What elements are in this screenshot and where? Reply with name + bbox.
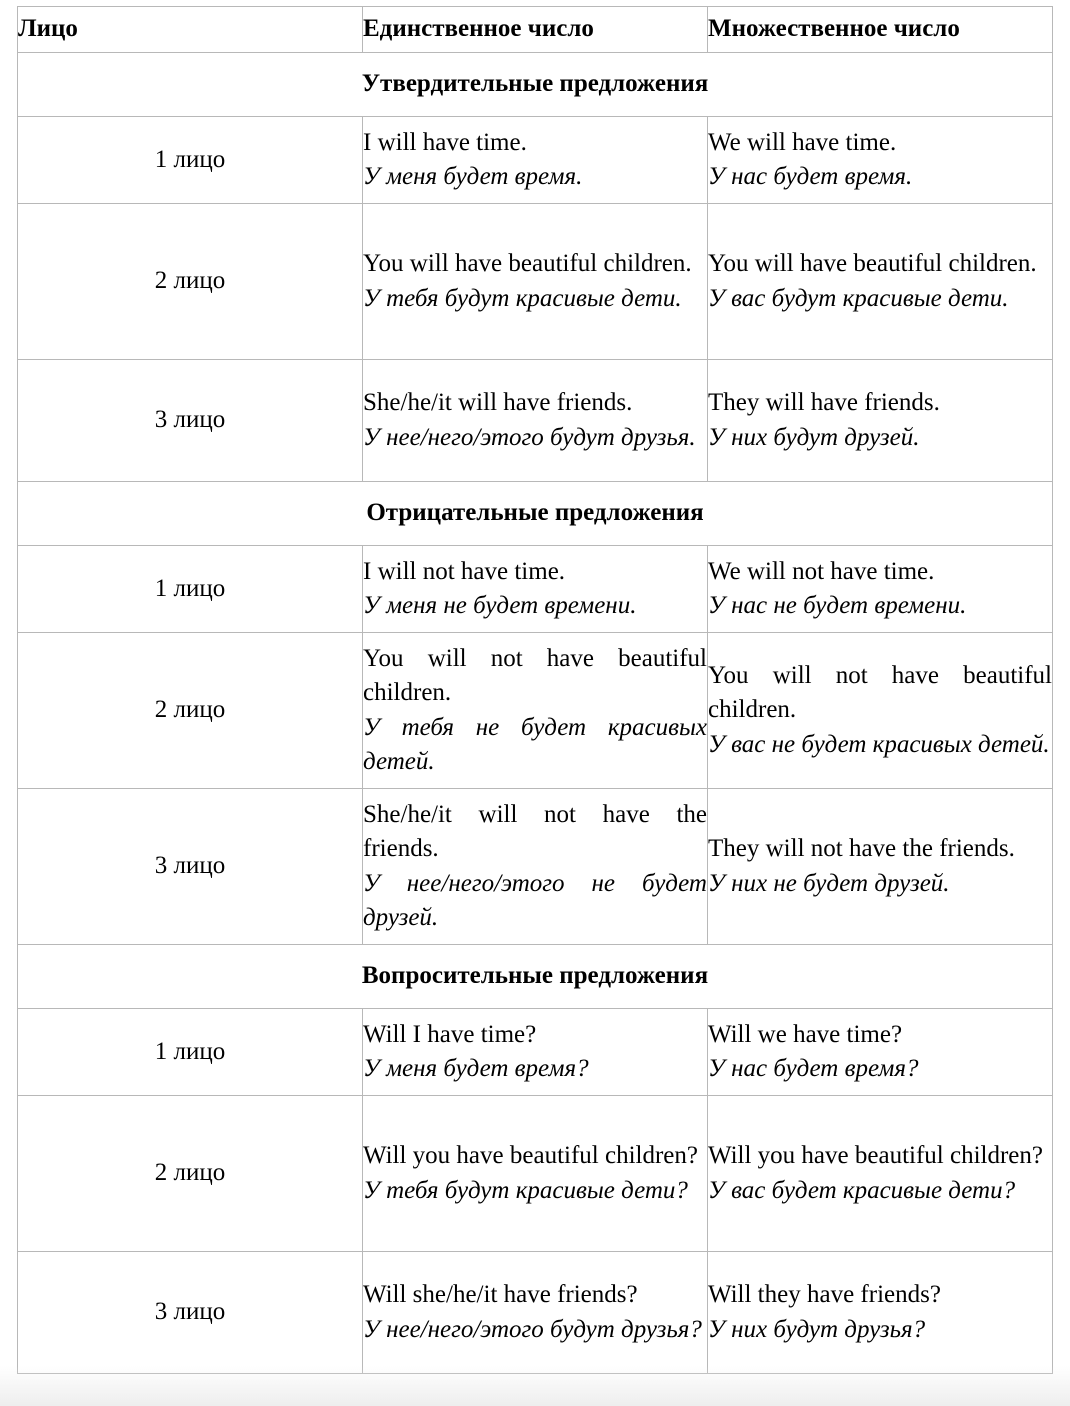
english-sentence: She/he/it will not have the friends.: [363, 800, 707, 862]
english-sentence: She/he/it will have friends.: [363, 389, 633, 416]
english-sentence: You will have beautiful children.: [708, 250, 1037, 277]
english-sentence: Will you have beautiful children?: [708, 1142, 1043, 1169]
russian-translation: У нас не будет времени.: [708, 592, 967, 619]
person-cell: 3 лицо: [18, 789, 363, 945]
plural-cell: [708, 633, 1053, 789]
russian-translation: У них будут друзья?: [708, 1315, 926, 1343]
russian-translation: У меня будет время?: [363, 1055, 589, 1082]
russian-translation: У нас будет время?: [708, 1055, 919, 1082]
plural-cell: [708, 1252, 1053, 1374]
russian-translation: У вас будет красивые дети?: [708, 1176, 1016, 1204]
english-sentence: We will not have time.: [708, 557, 935, 585]
singular-cell: [363, 1252, 708, 1374]
english-sentence: Will I have time?: [363, 1020, 537, 1048]
person-cell: 2 лицо: [18, 1096, 363, 1252]
person-cell: 3 лицо: [18, 1252, 363, 1374]
section-title-negative: Отрицательные предложения: [18, 482, 1053, 546]
section-row-interrogative: [18, 945, 1053, 1009]
english-sentence: You will not have beautiful children.: [708, 661, 1052, 724]
section-row-negative: [18, 482, 1053, 546]
plural-cell: [708, 1096, 1053, 1252]
english-sentence: We will have time.: [708, 128, 897, 156]
table-row: [18, 360, 1053, 482]
person-cell: 1 лицо: [18, 546, 363, 633]
plural-cell: [708, 1009, 1053, 1096]
russian-translation: У тебя будут красивые дети?: [363, 1176, 688, 1204]
plural-cell: [708, 204, 1053, 360]
singular-cell: [363, 789, 708, 945]
english-sentence: You will have beautiful children.: [363, 250, 692, 277]
singular-cell: [363, 360, 708, 482]
header-singular: Единственное число: [363, 7, 708, 53]
russian-translation: У них будут друзей.: [708, 423, 920, 451]
english-sentence: They will not have the friends.: [708, 835, 1015, 862]
singular-cell: [363, 204, 708, 360]
table-row: [18, 789, 1053, 945]
header-person: Лицо: [18, 7, 363, 53]
table-row: [18, 204, 1053, 360]
english-sentence: I will not have time.: [363, 557, 566, 585]
header-plural: Множественное число: [708, 7, 1053, 53]
plural-cell: [708, 546, 1053, 633]
plural-cell: [708, 117, 1053, 204]
table-row: [18, 1009, 1053, 1096]
grammar-table: [17, 6, 1053, 1374]
section-title-affirmative: Утвердительные предложения: [18, 53, 1053, 117]
russian-translation: У тебя не будет красивых детей.: [363, 713, 707, 775]
russian-translation: У нас будет время.: [708, 163, 913, 190]
plural-cell: [708, 789, 1053, 945]
russian-translation: У меня будет время.: [363, 163, 583, 190]
russian-translation: У них не будет друзей.: [708, 869, 950, 897]
russian-translation: У нее/него/этого будут друзья.: [363, 423, 696, 451]
table-row: [18, 1096, 1053, 1252]
russian-translation: У нее/него/этого будут друзья?: [363, 1315, 702, 1343]
russian-translation: У тебя будут красивые дети.: [363, 284, 682, 312]
russian-translation: У вас будут красивые дети.: [708, 284, 1009, 312]
section-title-interrogative: Вопросительные предложения: [18, 945, 1053, 1009]
person-cell: 2 лицо: [18, 633, 363, 789]
person-cell: 3 лицо: [18, 360, 363, 482]
singular-cell: [363, 633, 708, 789]
table-row: [18, 1252, 1053, 1374]
english-sentence: They will have friends.: [708, 389, 940, 416]
plural-cell: [708, 360, 1053, 482]
table-row: [18, 117, 1053, 204]
singular-cell: [363, 117, 708, 204]
person-cell: 1 лицо: [18, 117, 363, 204]
person-cell: 2 лицо: [18, 204, 363, 360]
english-sentence: Will you have beautiful children?: [363, 1142, 698, 1169]
singular-cell: [363, 546, 708, 633]
english-sentence: Will she/he/it have friends?: [363, 1281, 638, 1308]
section-row-affirmative: [18, 53, 1053, 117]
russian-translation: У вас не будет красивых детей.: [708, 730, 1050, 758]
table-header-row: [18, 7, 1053, 53]
person-cell: 1 лицо: [18, 1009, 363, 1096]
english-sentence: Will they have friends?: [708, 1281, 941, 1308]
singular-cell: [363, 1009, 708, 1096]
singular-cell: [363, 1096, 708, 1252]
english-sentence: I will have time.: [363, 128, 527, 156]
russian-translation: У нее/него/этого не будет друзей.: [363, 869, 707, 931]
english-sentence: Will we have time?: [708, 1020, 903, 1048]
russian-translation: У меня не будет времени.: [363, 592, 637, 619]
english-sentence: You will not have beautiful children.: [363, 644, 707, 706]
table-row: [18, 546, 1053, 633]
table-row: [18, 633, 1053, 789]
